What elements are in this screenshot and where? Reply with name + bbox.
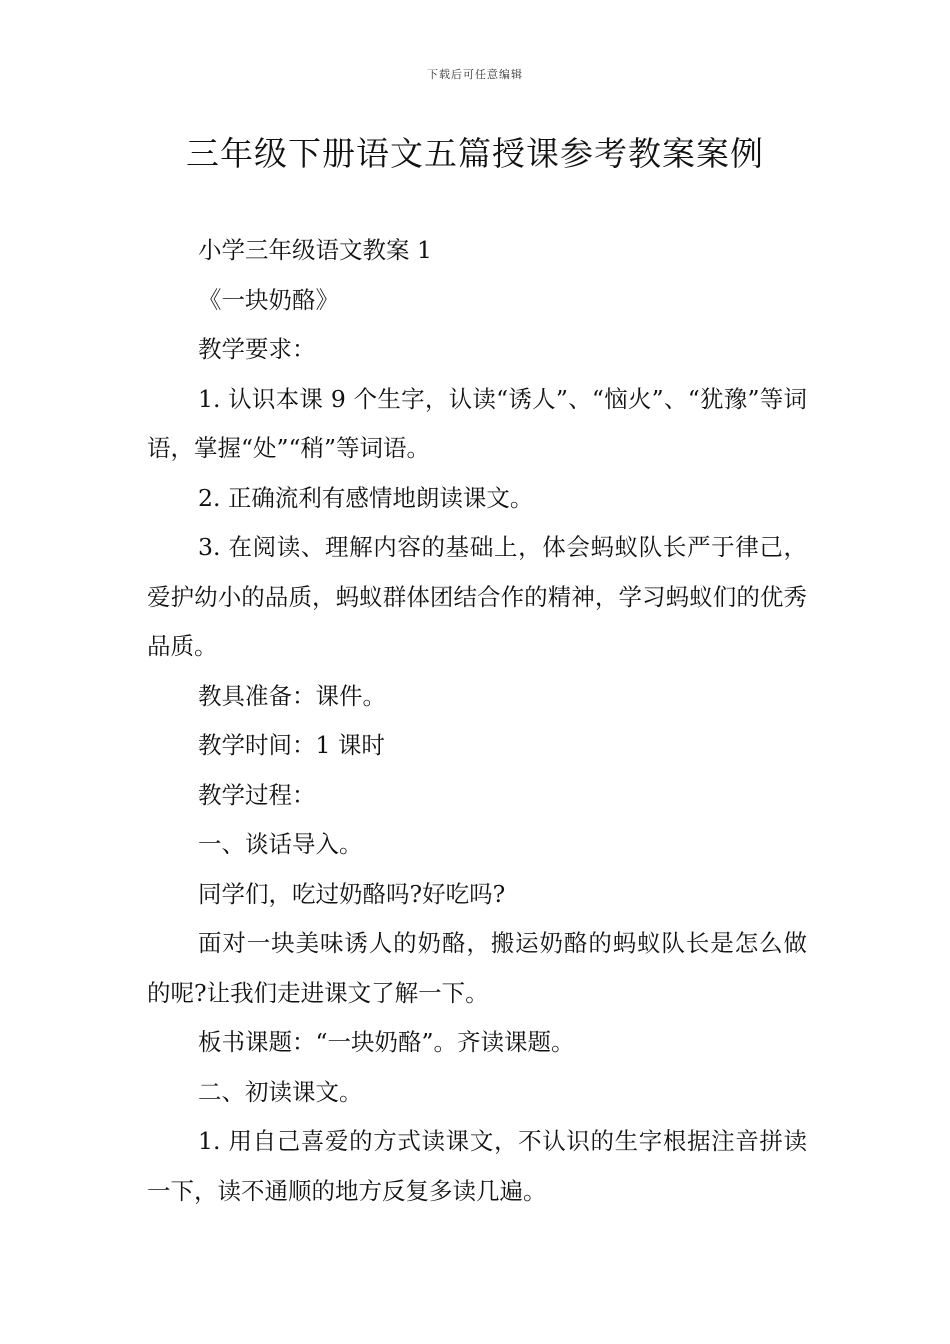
body-paragraph: 1. 用自己喜爱的方式读课文，不认识的生字根据注音拼读一下，读不通顺的地方反复多读几遍。 bbox=[147, 1127, 807, 1205]
document-body bbox=[147, 226, 807, 1216]
process-step-heading: 一、谈话导入。 bbox=[198, 830, 363, 858]
section-heading-requirements: 教学要求： bbox=[198, 335, 316, 363]
process-step-heading: 二、初读课文。 bbox=[198, 1077, 363, 1106]
lesson-text-title: 《一块奶酪》 bbox=[198, 285, 339, 314]
teaching-time: 教学时间：1 课时 bbox=[198, 731, 385, 759]
body-paragraph: 同学们，吃过奶酪吗?好吃吗? bbox=[198, 879, 506, 908]
teaching-aids: 教具准备：课件。 bbox=[198, 681, 386, 710]
requirement-item: 1. 认识本课 9 个生字，认读“诱人”、“恼火”、“犹豫”等词语，掌握“处”“稍”等词语。 bbox=[147, 384, 807, 462]
document-title: 三年级下册语文五篇授课参考教案案例 bbox=[186, 134, 764, 173]
section-heading-process: 教学过程： bbox=[198, 780, 316, 809]
body-paragraph: 板书课题：“一块奶酪”。齐读课题。 bbox=[198, 1028, 575, 1056]
lesson-heading: 小学三年级语文教案 1 bbox=[198, 236, 432, 264]
requirement-item: 3. 在阅读、理解内容的基础上，体会蚂蚁队长严于律己，爱护幼小的品质，蚂蚁群体团结合作的精神，学习蚂蚁们的优秀品质。 bbox=[147, 533, 807, 660]
body-paragraph: 面对一块美味诱人的奶酪，搬运奶酪的蚂蚁队长是怎么做的呢?让我们走进课文了解一下。 bbox=[147, 929, 807, 1007]
page-header-note: 下载后可任意编辑 bbox=[427, 68, 523, 81]
requirement-item: 2. 正确流利有感情地朗读课文。 bbox=[198, 483, 534, 512]
